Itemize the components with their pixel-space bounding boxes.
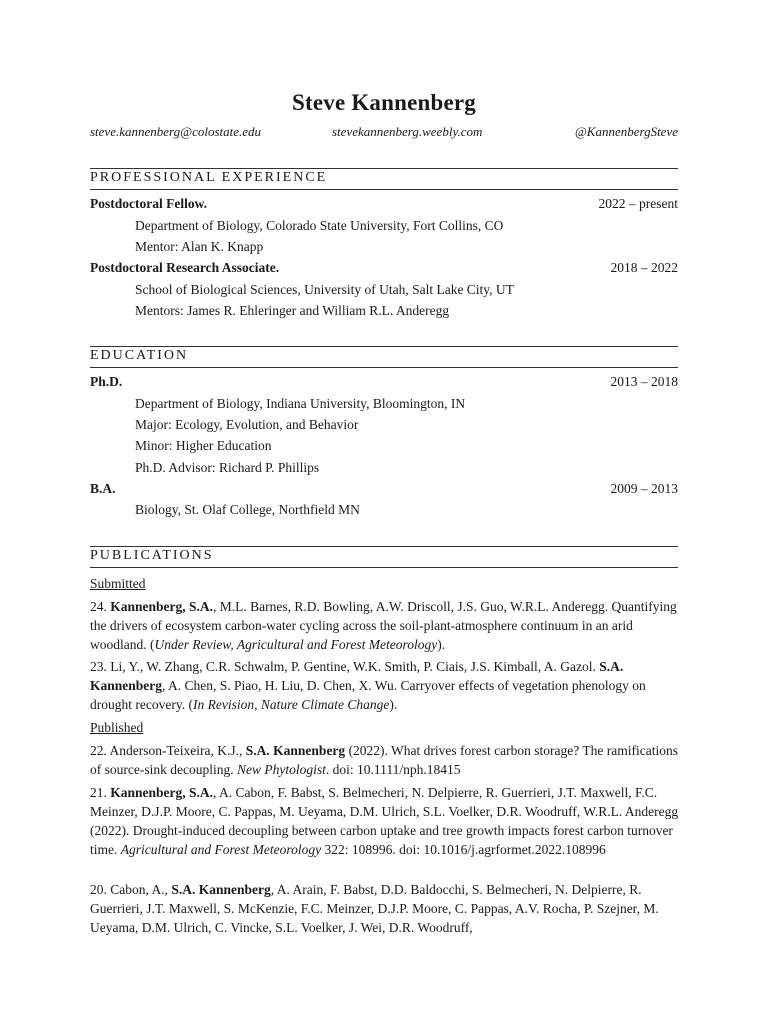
degree-ba: B.A. [90, 481, 116, 496]
author-highlight: Kannenberg, S.A. [110, 599, 214, 614]
degree-detail: Biology, St. Olaf College, Northfield MN [135, 502, 360, 517]
publication-status: Under Review, Agricultural and Forest Meteorology [154, 637, 438, 652]
role-date: 2022 – present [598, 196, 678, 211]
role-detail: Mentors: James R. Ehleringer and William R.L. Anderegg [135, 303, 450, 318]
degree-detail: Minor: Higher Education [135, 438, 272, 453]
author-highlight: S.A. Kannenberg [171, 882, 271, 897]
degree-phd: Ph.D. [90, 374, 123, 389]
section-education [90, 346, 678, 368]
cv-name: Steve Kannenberg [292, 90, 476, 115]
role-date: 2018 – 2022 [610, 260, 678, 275]
role-postdoc-fellow: Postdoctoral Fellow. [90, 196, 207, 211]
published-heading: Published [90, 720, 144, 735]
twitter-handle[interactable]: @KannenbergSteve [574, 124, 678, 139]
submitted-heading: Submitted [90, 576, 146, 591]
author-highlight: S.A. Kannenberg [90, 659, 624, 693]
publication-21: 21. Kannenberg, S.A., A. Cabon, F. Babst, S. Belmecheri, N. Delpierre, R. Guerrieri, J.T. Maxwell, F.C. Meinzer, D.J.P. Moore, C. Pappas, M. Ueyama, D.M. Ulrich, S.L. Voelker, D.R. Woodruff, W.R.L. Anderegg (2022). Drought-induced decoupling between carbon uptake and tree growth impacts forest carbon turnover time. Agricultural and Forest Meteorology 322: 108996. doi: 10.1016/j.agrformet.2022.108996 [90, 785, 679, 857]
role-postdoc-research-associate: Postdoctoral Research Associate. [90, 260, 280, 275]
section-title: PROFESSIONAL EXPERIENCE [90, 170, 328, 185]
publication-22: 22. Anderson-Teixeira, K.J., S.A. Kannenberg (2022). What drives forest carbon storage? The ramifications of source-sink decoupling. New Phytologist. doi: 10.1111/nph.18415 [90, 743, 678, 777]
role-detail: Mentor: Alan K. Knapp [135, 239, 264, 254]
section-publications [90, 546, 678, 568]
journal-name: New Phytologist [236, 762, 326, 777]
section-title: PUBLICATIONS [90, 548, 214, 563]
section-title: EDUCATION [90, 348, 189, 363]
author-highlight: S.A. Kannenberg [245, 743, 346, 758]
publication-24: 24. Kannenberg, S.A., M.L. Barnes, R.D. Bowling, A.W. Driscoll, J.S. Guo, W.R.L. Anderegg. Quantifying the drivers of ecosystem carbon-water cycling across the soil-plant-atmosphere continuum in an arid woodland. (Under Review, Agricultural and Forest Meteorology). [90, 599, 677, 652]
degree-date: 2009 – 2013 [610, 481, 678, 496]
role-detail: School of Biological Sciences, University of Utah, Salt Lake City, UT [135, 282, 514, 297]
degree-detail: Major: Ecology, Evolution, and Behavior [135, 417, 359, 432]
degree-detail: Department of Biology, Indiana University, Bloomington, IN [135, 396, 466, 411]
publication-20: 20. Cabon, A., S.A. Kannenberg, A. Arain, F. Babst, D.D. Baldocchi, S. Belmecheri, N. Delpierre, R. Guerrieri, J.T. Maxwell, S. McKenzie, F.C. Meinzer, D.J.P. Moore, C. Pappas, A.V. Rocha, P. Szejner, M. Ueyama, D.M. Ulrich, C. Vincke, S.L. Voelker, J. Wei, D.R. Woodruff, [90, 882, 659, 935]
author-highlight: Kannenberg, S.A. [110, 785, 214, 800]
publication-status: In Revision, Nature Climate Change [192, 697, 390, 712]
section-professional-experience [90, 168, 678, 190]
degree-detail: Ph.D. Advisor: Richard P. Phillips [135, 460, 320, 475]
role-detail: Department of Biology, Colorado State University, Fort Collins, CO [135, 218, 504, 233]
degree-date: 2013 – 2018 [610, 374, 678, 389]
journal-name: Agricultural and Forest Meteorology [120, 842, 322, 857]
email-link[interactable]: steve.kannenberg@colostate.edu [90, 124, 262, 139]
publication-23: 23. Li, Y., W. Zhang, C.R. Schwalm, P. Gentine, W.K. Smith, P. Ciais, J.S. Kimball, A. Gazol. S.A. Kannenberg, A. Chen, S. Piao, H. Liu, D. Chen, X. Wu. Carryover effects of vegetation phenology on drought recovery. (In Revision, Nature Climate Change). [90, 659, 646, 712]
website-link[interactable]: stevekannenberg.weebly.com [332, 124, 483, 139]
